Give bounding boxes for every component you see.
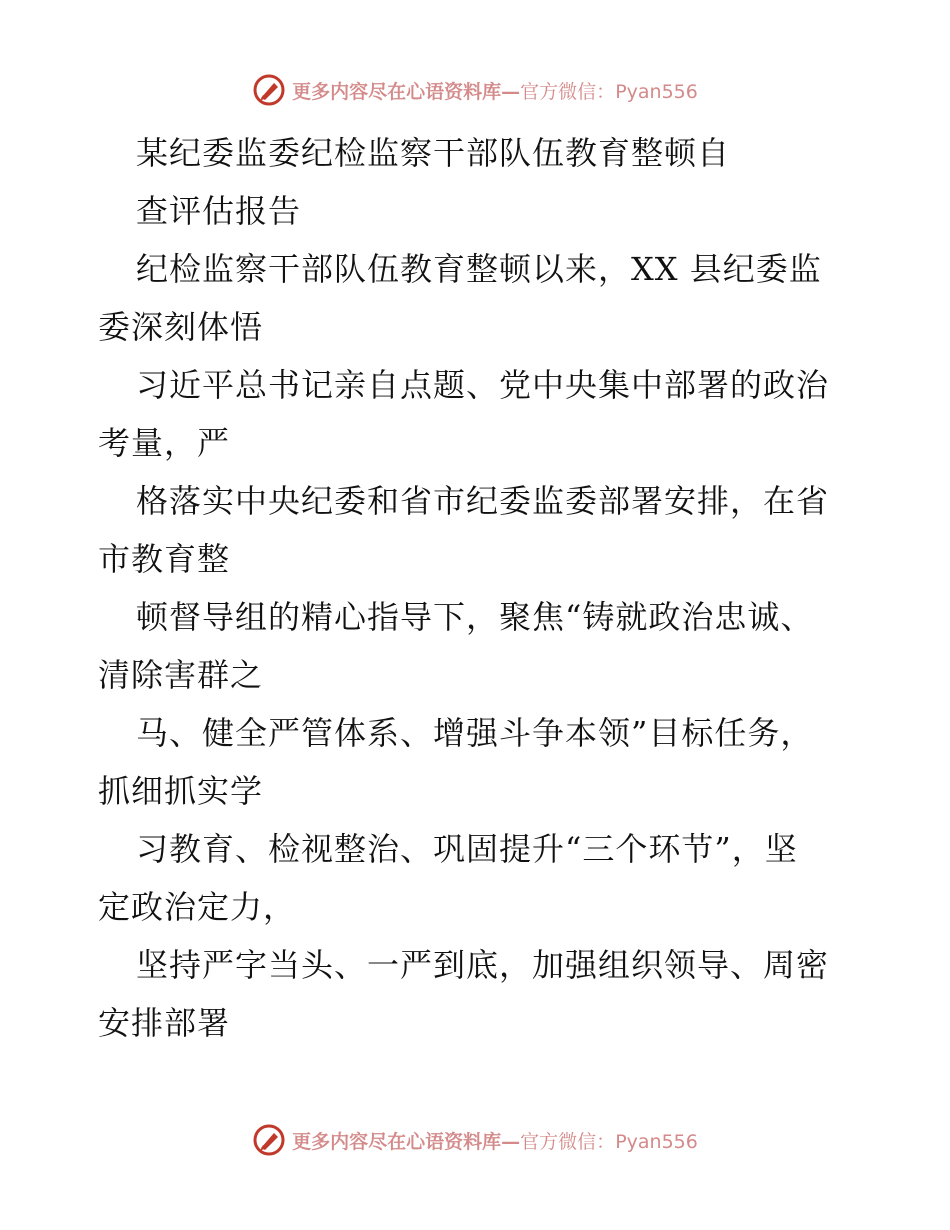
watermark-wechat-id: Pyan556 [615, 80, 698, 103]
document-text-line: 清除害群之 [98, 656, 264, 694]
pen-nib-logo-icon [252, 73, 286, 107]
header-watermark [0, 70, 950, 110]
document-title-line: 某纪委监委纪检监察干部队伍教育整顿自 [136, 134, 731, 172]
document-text-line: 马、健全严管体系、增强斗争本领”目标任务， [136, 714, 814, 752]
watermark-dash: — [501, 80, 521, 103]
watermark-dash: — [501, 1130, 521, 1153]
watermark-wechat-id: Pyan556 [615, 1130, 698, 1153]
watermark-text [292, 1127, 698, 1154]
document-text-line: 市教育整 [98, 540, 231, 578]
document-text-line: 委深刻体悟 [98, 308, 264, 346]
document-text-line: 坚持严字当头、一严到底，加强组织领导、周密 [136, 946, 830, 984]
watermark-wechat-label: 官方微信： [520, 80, 616, 103]
document-text-line: 定政治定力， [98, 888, 297, 926]
watermark-wechat-label: 官方微信： [520, 1130, 616, 1153]
document-text-line: 习教育、检视整治、巩固提升“三个环节”，坚 [136, 830, 798, 868]
document-text-line: 抓细抓实学 [98, 772, 264, 810]
document-body [98, 124, 858, 1052]
document-text-line: 习近平总书记亲自点题、党中央集中部署的政治 [136, 366, 830, 404]
watermark-library: 更多内容尽在心语资料库 [292, 80, 502, 103]
document-title-line: 查评估报告 [136, 192, 302, 230]
footer-watermark [0, 1120, 950, 1160]
document-text-line: 考量，严 [98, 424, 231, 462]
document-text-line: 顿督导组的精心指导下，聚焦“铸就政治忠诚、 [136, 598, 814, 636]
watermark-text [292, 77, 698, 104]
watermark-library: 更多内容尽在心语资料库 [292, 1130, 502, 1153]
document-text-line: 纪检监察干部队伍教育整顿以来，XX 县纪委监 [136, 250, 822, 288]
document-text-line: 安排部署 [98, 1004, 231, 1042]
document-text-line: 格落实中央纪委和省市纪委监委部署安排，在省 [136, 482, 830, 520]
pen-nib-logo-icon [252, 1123, 286, 1157]
